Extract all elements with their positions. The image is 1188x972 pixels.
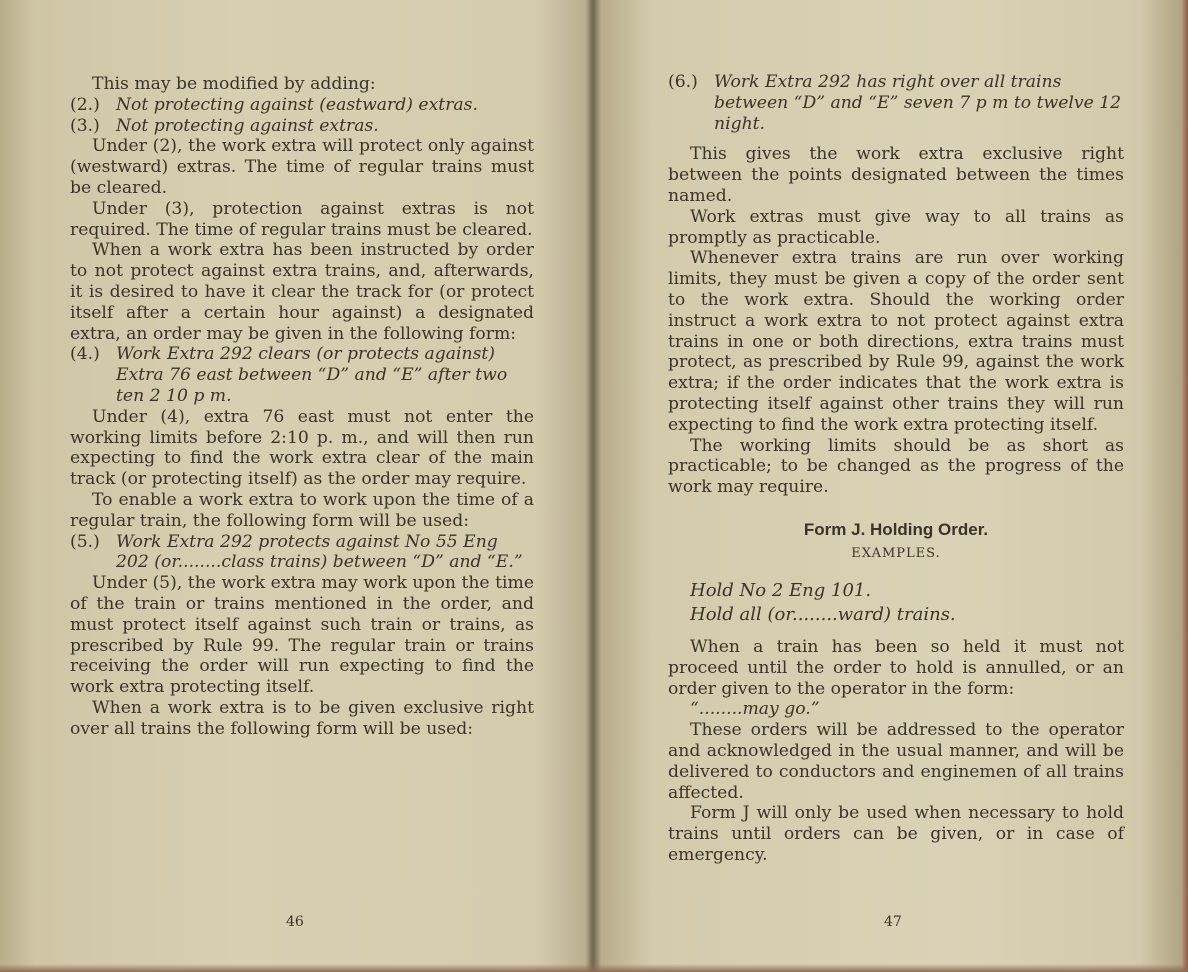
page-number: 47 (884, 914, 902, 930)
form-example (70, 116, 534, 137)
form-example (70, 95, 534, 116)
paragraph: Form J will only be used when necessary to hold trains until orders can be given, or in case of emergency. (668, 803, 1124, 865)
right-page (596, 0, 1188, 972)
example-line: Hold all (or........ward) trains. (690, 603, 956, 625)
form-number: (6.) (668, 72, 698, 92)
form-example (668, 72, 1124, 134)
form-number: (3.) (70, 115, 100, 136)
page-number: 46 (286, 914, 304, 930)
paragraph: “........may go.” (690, 699, 820, 720)
form-example (70, 532, 534, 574)
paragraph: Under (3), protection against extras is not required. The time of regular trains must be cleared. (70, 198, 534, 240)
paragraph: These orders will be addressed to the operator and acknowledged in the usual manner, and will be delivered to conductors and enginemen of all trains affected. (668, 720, 1124, 803)
section-heading: Form J. Holding Order. (803, 519, 989, 539)
form-number: (5.) (70, 531, 100, 552)
form-example (70, 344, 534, 406)
form-text: Work Extra 292 has right over all trains between “D” and “E” seven 7 p m to twelve 12 night. (714, 72, 1122, 134)
paragraph: The working limits should be as short as practicable; to be changed as the progress of the work may require. (668, 435, 1124, 498)
form-number: (4.) (70, 344, 100, 365)
paragraph: When a train has been so held it must not proceed until the order to hold is annulled, or an order given to the operator in the form: (668, 636, 1124, 699)
paragraph: This gives the work extra exclusive right between the points designated between the times named. (668, 144, 1124, 206)
form-number: (2.) (70, 94, 100, 115)
paragraph: Work extras must give way to all trains as promptly as practicable. (668, 206, 1124, 248)
form-text: Work Extra 292 clears (or protects against) Extra 76 east between “D” and “E” after two ten 2 10 p m. (116, 344, 508, 406)
paragraph: Under (5), the work extra may work upon the time of the train or trains mentioned in the order, and must protect itself against such train or trains, as prescribed by Rule 99. The regular train or trains receiving the order will run expecting to find the work extra protecting itself. (70, 573, 534, 698)
paragraph: Under (4), extra 76 east must not enter the working limits before 2:10 p. m., and will then run expecting to find the work extra clear of the main track (or protecting itself) as the order may require. (70, 406, 534, 490)
example-line: Hold No 2 Eng 101. (690, 579, 872, 601)
form-text: Not protecting against (eastward) extras. (116, 94, 478, 115)
form-text: Work Extra 292 protects against No 55 Eng 202 (or........class trains) between “D” and “E.” (116, 531, 523, 573)
paragraph: Whenever extra trains are run over working limits, they must be given a copy of the order sent to the work extra. Should the working order instruct a work extra to not protect against extra trains in one or both directions, extra trains must protect, as prescribed by Rule 99, against the work extra; if the order indicates that the work extra is protecting itself against other trains they will run expecting to find the work extra protecting itself. (668, 248, 1124, 435)
paragraph: When a work extra is to be given exclusive right over all trains the following form will be used: (70, 697, 534, 739)
paragraph: To enable a work extra to work upon the time of a regular train, the following form will be used: (70, 489, 534, 531)
left-page (0, 0, 592, 972)
paragraph: This may be modified by adding: (92, 74, 376, 94)
paragraph: Under (2), the work extra will protect only against (westward) extras. The time of regular trains must be cleared. (70, 136, 534, 198)
form-text: Not protecting against extras. (116, 115, 379, 136)
section-subheading: EXAMPLES. (851, 545, 941, 561)
paragraph: When a work extra has been instructed by order to not protect against extra trains, and, afterwards, it is desired to have it clear the track for (or protect itself after a certain hour against) a designated extra, an order may be given in the following form: (70, 240, 534, 344)
